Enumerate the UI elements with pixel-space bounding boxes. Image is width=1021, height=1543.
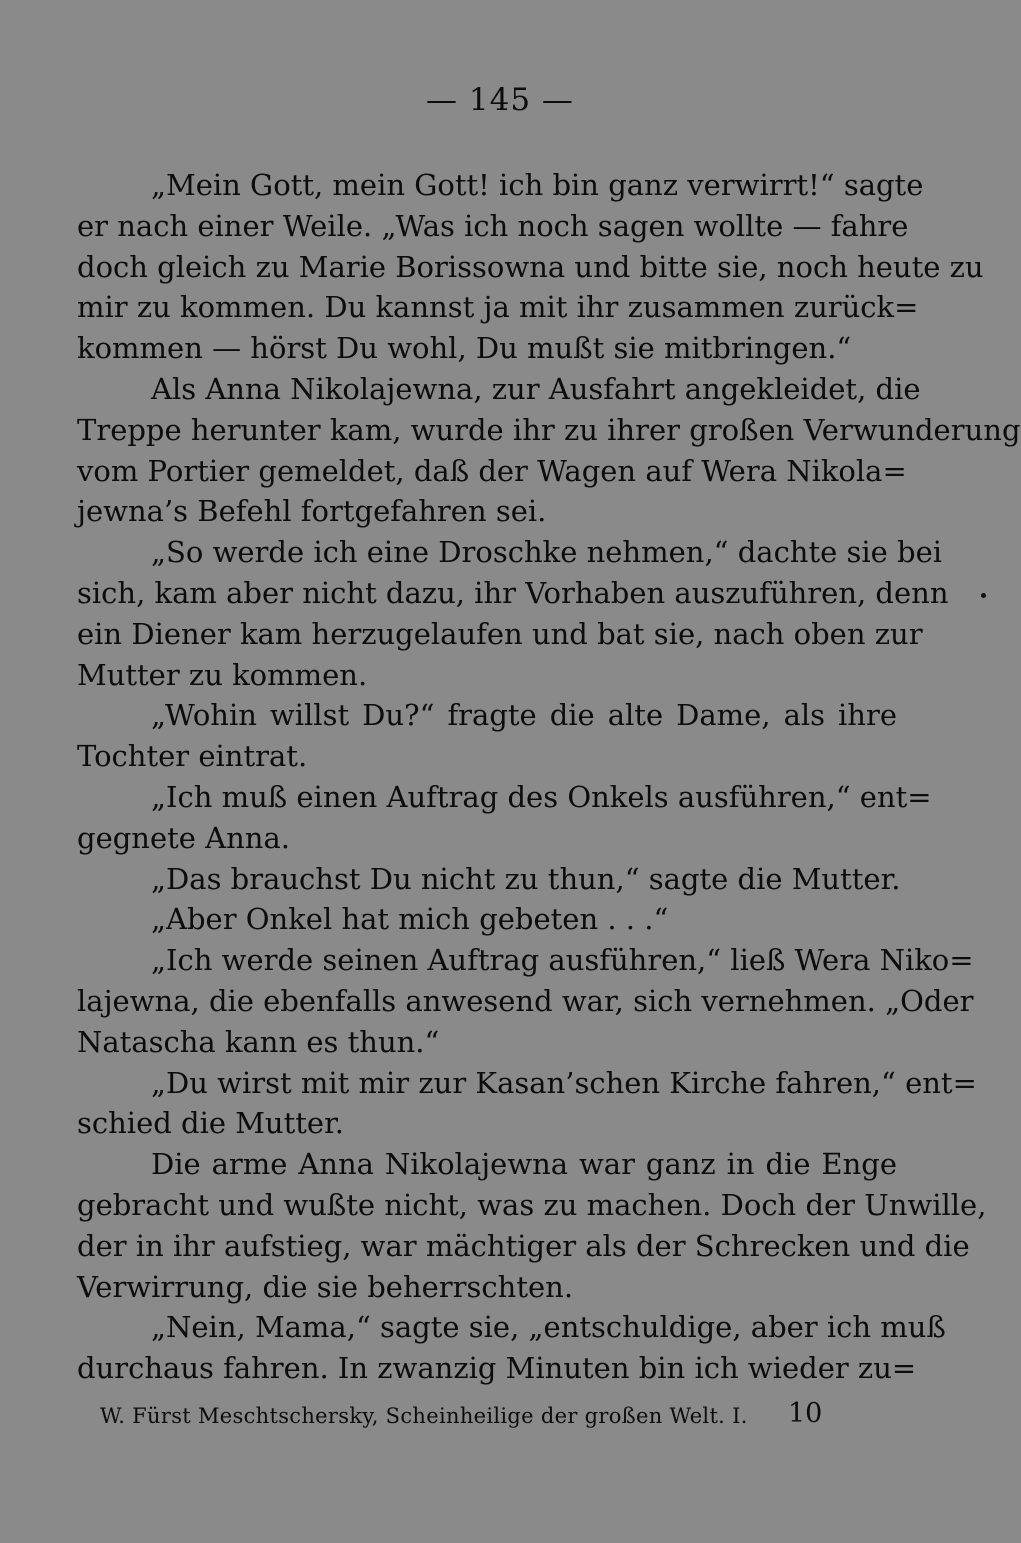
text-line: „Ich werde seinen Auftrag ausführen,“ ließ Wera Niko= xyxy=(151,943,974,978)
sheet-number: 10 xyxy=(788,1398,823,1429)
page-number-header: — 145 — xyxy=(426,82,574,118)
text-line: Die arme Anna Nikolajewna war ganz in die Enge xyxy=(151,1147,897,1182)
text-line: gebracht und wußte nicht, was zu machen. Doch der Unwille, xyxy=(77,1187,987,1222)
text-line: „Nein, Mama,“ sagte sie, „entschuldige, aber ich muß xyxy=(151,1310,946,1345)
text-line: Treppe herunter kam, wurde ihr zu ihrer großen Verwunderung xyxy=(77,412,1021,447)
text-line: durchaus fahren. In zwanzig Minuten bin ich wieder zu= xyxy=(77,1351,917,1386)
text-line: „Das brauchst Du nicht zu thun,“ sagte die Mutter. xyxy=(151,861,901,896)
text-line: „Du wirst mit mir zur Kasan’schen Kirche fahren,“ ent= xyxy=(151,1065,977,1100)
text-line: schied die Mutter. xyxy=(77,1106,344,1141)
text-line: lajewna, die ebenfalls anwesend war, sich vernehmen. „Oder xyxy=(77,983,974,1018)
text-line: mir zu kommen. Du kannst ja mit ihr zusammen zurück= xyxy=(77,290,919,325)
text-line: sich, kam aber nicht dazu, ihr Vorhaben auszuführen, denn xyxy=(77,575,949,610)
text-line: kommen — hörst Du wohl, Du mußt sie mitbringen.“ xyxy=(77,331,852,366)
text-line: er nach einer Weile. „Was ich noch sagen wollte — fahre xyxy=(77,208,909,243)
text-line: vom Portier gemeldet, daß der Wagen auf Wera Nikola= xyxy=(77,453,907,488)
text-line: Mutter zu kommen. xyxy=(77,657,368,692)
text-line: ein Diener kam herzugelaufen und bat sie, nach oben zur xyxy=(77,616,923,651)
text-line: Als Anna Nikolajewna, zur Ausfahrt angekleidet, die xyxy=(151,371,921,406)
text-line: „So werde ich eine Droschke nehmen,“ dachte sie bei xyxy=(151,535,943,570)
text-line: „Aber Onkel hat mich gebeten . . .“ xyxy=(151,902,669,937)
text-line: Tochter eintrat. xyxy=(77,739,308,774)
printer-signature: W. Fürst Meschtschersky, Scheinheilige der großen Welt. I. xyxy=(100,1404,748,1428)
text-line: gegnete Anna. xyxy=(77,820,290,855)
text-line: „Ich muß einen Auftrag des Onkels ausführen,“ ent= xyxy=(151,779,932,814)
text-line: der in ihr aufstieg, war mächtiger als der Schrecken und die xyxy=(77,1228,970,1263)
text-line: jewna’s Befehl fortgefahren sei. xyxy=(77,494,547,529)
text-line: Natascha kann es thun.“ xyxy=(77,1024,440,1059)
text-line: „Mein Gott, mein Gott! ich bin ganz verwirrt!“ sagte xyxy=(151,168,924,202)
text-line: Verwirrung, die sie beherrschten. xyxy=(77,1269,574,1304)
text-line: „Wohin willst Du?“ fragte die alte Dame, als ihre xyxy=(151,698,897,733)
print-speck xyxy=(981,593,986,598)
body-text xyxy=(77,165,1021,1389)
text-line: doch gleich zu Marie Borissowna und bitte sie, noch heute zu xyxy=(77,249,984,284)
